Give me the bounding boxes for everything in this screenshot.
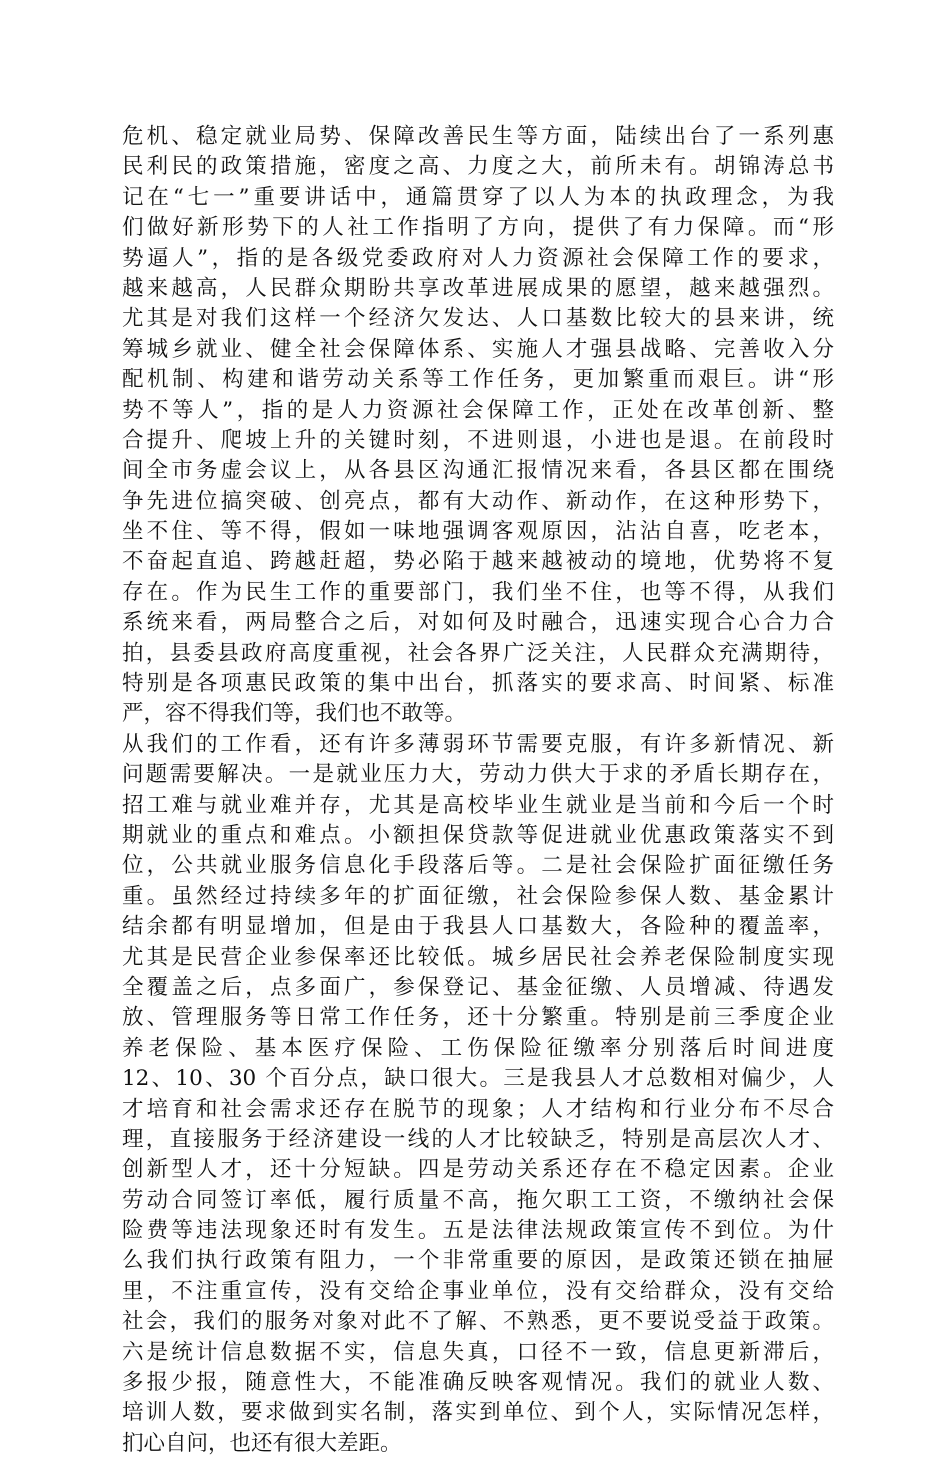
text-line: 坐不住、等不得，假如一味地强调客观原因，沾沾自喜，吃老本， <box>122 519 834 545</box>
text-line: 们做好新形势下的人社工作指明了方向，提供了有力保障。而“形 <box>122 215 834 241</box>
text-line: 里，不注重宣传，没有交给企事业单位，没有交给群众，没有交给 <box>122 1278 834 1304</box>
text-line: 民利民的政策措施，密度之高、力度之大，前所未有。胡锦涛总书 <box>122 154 834 180</box>
text-line: 重。虽然经过持续多年的扩面征缴，社会保险参保人数、基金累计 <box>122 883 834 909</box>
text-line: 严，容不得我们等，我们也不敢等。 <box>122 701 467 727</box>
text-line: 才培育和社会需求还存在脱节的现象；人才结构和行业分布不尽合 <box>122 1096 834 1122</box>
text-line: 间全市务虚会议上，从各县区沟通汇报情况来看，各县区都在围绕 <box>122 458 834 484</box>
text-line: 合提升、爬坡上升的关键时刻，不进则退，小进也是退。在前段时 <box>122 427 834 453</box>
text-line: 筹城乡就业、健全社会保障体系、实施人才强县战略、完善收入分 <box>122 336 834 362</box>
text-line: 劳动合同签订率低，履行质量不高，拖欠职工工资，不缴纳社会保 <box>122 1187 834 1213</box>
text-line: 记在“七一”重要讲话中，通篇贯穿了以人为本的执政理念，为我 <box>122 184 834 210</box>
text-line: 创新型人才，还十分短缺。四是劳动关系还存在不稳定因素。企业 <box>122 1157 834 1183</box>
text-line: 放、管理服务等日常工作任务，还十分繁重。特别是前三季度企业 <box>122 1005 834 1031</box>
text-line: 不奋起直追、跨越赶超，势必陷于越来越被动的境地，优势将不复 <box>122 549 834 575</box>
text-line: 险费等违法现象还时有发生。五是法律法规政策宣传不到位。为什 <box>122 1218 834 1244</box>
text-line: 全覆盖之后，点多面广，参保登记、基金征缴、人员增减、待遇发 <box>122 974 834 1000</box>
text-line: 问题需要解决。一是就业压力大，劳动力供大于求的矛盾长期存在， <box>122 762 834 788</box>
text-line: 势不等人”，指的是人力资源社会保障工作，正处在改革创新、整 <box>122 397 834 423</box>
text-line: 拍，县委县政府高度重视，社会各界广泛关注，人民群众充满期待， <box>122 640 834 666</box>
text-line: 配机制、构建和谐劳动关系等工作任务，更加繁重而艰巨。讲“形 <box>122 367 834 393</box>
text-line: 特别是各项惠民政策的集中出台，抓落实的要求高、时间紧、标准 <box>122 671 834 697</box>
text-line: 招工难与就业难并存，尤其是高校毕业生就业是当前和今后一个时 <box>122 792 834 818</box>
text-line: 么我们执行政策有阻力，一个非常重要的原因，是政策还锁在抽屉 <box>122 1248 834 1274</box>
text-line: 存在。作为民生工作的重要部门，我们坐不住，也等不得，从我们 <box>122 579 834 605</box>
text-line: 培训人数，要求做到实名制，落实到单位、到个人，实际情况怎样， <box>122 1400 834 1426</box>
body-text <box>122 122 834 1459</box>
text-line: 12、10、30 个百分点，缺口很大。三是我县人才总数相对偏少，人 <box>122 1066 834 1092</box>
text-line: 危机、稳定就业局势、保障改善民生等方面，陆续出台了一系列惠 <box>122 124 834 149</box>
text-line: 尤其是民营企业参保率还比较低。城乡居民社会养老保险制度实现 <box>122 944 834 970</box>
text-line: 理，直接服务于经济建设一线的人才比较缺乏，特别是高层次人才、 <box>122 1126 834 1152</box>
text-line: 尤其是对我们这样一个经济欠发达、人口基数比较大的县来讲，统 <box>122 306 834 332</box>
text-line: 结余都有明显增加，但是由于我县人口基数大，各险种的覆盖率， <box>122 914 834 940</box>
text-line: 从我们的工作看，还有许多薄弱环节需要克服，有许多新情况、新 <box>122 731 834 757</box>
text-line: 六是统计信息数据不实，信息失真，口径不一致，信息更新滞后， <box>122 1339 834 1365</box>
text-line: 多报少报，随意性大，不能准确反映客观情况。我们的就业人数、 <box>122 1370 834 1396</box>
text-line: 社会，我们的服务对象对此不了解、不熟悉，更不要说受益于政策。 <box>122 1309 834 1335</box>
text-line: 越来越高，人民群众期盼共享改革进展成果的愿望，越来越强烈。 <box>122 275 834 301</box>
text-line: 养老保险、基本医疗保险、工伤保险征缴率分别落后时间进度 <box>122 1035 834 1061</box>
text-line: 系统来看，两局整合之后，对如何及时融合，迅速实现合心合力合 <box>122 610 834 636</box>
text-line: 位，公共就业服务信息化手段落后等。二是社会保险扩面征缴任务 <box>122 853 834 879</box>
text-line: 势逼人”，指的是各级党委政府对人力资源社会保障工作的要求， <box>122 245 834 271</box>
text-line: 争先进位搞突破、创亮点，都有大动作、新动作，在这种形势下， <box>122 488 834 514</box>
text-line: 期就业的重点和难点。小额担保贷款等促进就业优惠政策落实不到 <box>122 822 834 848</box>
text-line: 扪心自问，也还有很大差距。 <box>122 1430 402 1456</box>
